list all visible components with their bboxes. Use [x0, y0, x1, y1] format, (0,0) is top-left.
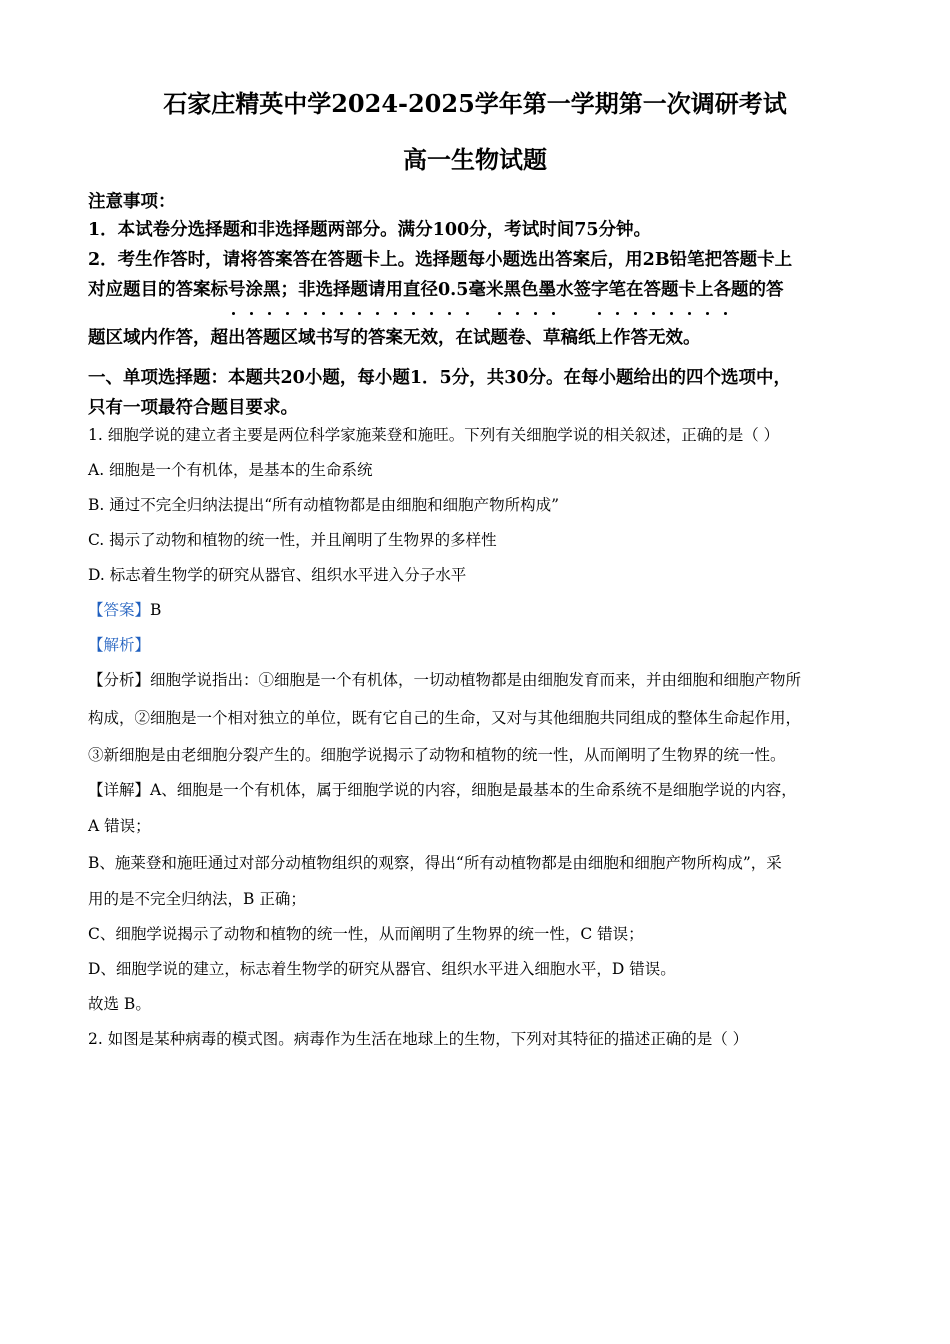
xiangjie-line-3: B、施莱登和施旺通过对部分动植物组织的观察，得出“所有动植物都是由细胞和细胞产物所构成”，采 — [88, 854, 782, 872]
xiangjie-line-1: 【详解】A、细胞是一个有机体，属于细胞学说的内容，细胞是最基本的生命系统不是细胞学说的内容， — [88, 781, 797, 799]
xiangjie-line-6: D、细胞学说的建立，标志着生物学的研究从器官、组织水平进入细胞水平，D 错误。 — [88, 960, 676, 978]
emphasis-dots — [0, 312, 950, 320]
notice-item-2-line-2: 对应题目的答案标号涂黑；非选择题请用直径0.5毫米黑色墨水签字笔在答题卡上各题的答 — [88, 280, 784, 300]
fenxi-line-2: 构成，②细胞是一个相对独立的单位，既有它自己的生命，又对与其他细胞共同组成的整体生命起作用， — [88, 709, 802, 727]
xiangjie-line-5: C、细胞学说揭示了动物和植物的统一性，从而阐明了生物界的统一性，C 错误； — [88, 925, 644, 943]
notice-item-1: 1．本试卷分选择题和非选择题两部分。满分100分，考试时间75分钟。 — [88, 220, 652, 240]
question-1-option-d: D. 标志着生物学的研究从器官、组织水平进入分子水平 — [88, 566, 467, 584]
notice-item-2-line-1: 2．考生作答时，请将答案答在答题卡上。选择题每小题选出答案后，用2B铅笔把答题卡上 — [88, 250, 793, 270]
answer-value: B — [150, 601, 162, 619]
fenxi-line-3: ③新细胞是由老细胞分裂产生的。细胞学说揭示了动物和植物的统一性，从而阐明了生物界的统一性。 — [88, 746, 786, 764]
exam-subtitle: 高一生物试题 — [403, 145, 547, 174]
conclusion: 故选 B。 — [88, 995, 151, 1013]
exam-title: 石家庄精英中学2024-2025学年第一学期第一次调研考试 — [163, 89, 787, 118]
xiangjie-line-2: A 错误； — [88, 817, 151, 835]
question-1-option-c: C. 揭示了动物和植物的统一性，并且阐明了生物界的多样性 — [88, 531, 497, 549]
question-1-stem: 1. 细胞学说的建立者主要是两位科学家施莱登和施旺。下列有关细胞学说的相关叙述，正确的是（ ） — [88, 426, 780, 444]
question-1-option-a: A. 细胞是一个有机体，是基本的生命系统 — [88, 461, 373, 479]
answer-label: 【答案】 — [88, 601, 151, 619]
notice-item-2-line-3: 题区域内作答，超出答题区域书写的答案无效，在试题卷、草稿纸上作答无效。 — [88, 328, 701, 348]
answer-row — [88, 598, 161, 622]
section-heading-line-2: 只有一项最符合题目要求。 — [88, 398, 298, 418]
question-1-option-b: B. 通过不完全归纳法提出“所有动植物都是由细胞和细胞产物所构成” — [88, 496, 560, 514]
fenxi-line-1: 【分析】细胞学说指出：①细胞是一个有机体，一切动植物都是由细胞发育而来，并由细胞和细胞产物所 — [88, 671, 802, 689]
analysis-label: 【解析】 — [88, 636, 151, 654]
section-heading-line-1: 一、单项选择题：本题共20小题，每小题1．5分，共30分。在每小题给出的四个选项中， — [88, 368, 792, 388]
xiangjie-line-4: 用的是不完全归纳法，B 正确； — [88, 890, 306, 908]
notice-heading: 注意事项： — [88, 192, 176, 212]
question-2-stem: 2. 如图是某种病毒的模式图。病毒作为生活在地球上的生物，下列对其特征的描述正确的是（ ） — [88, 1030, 749, 1048]
